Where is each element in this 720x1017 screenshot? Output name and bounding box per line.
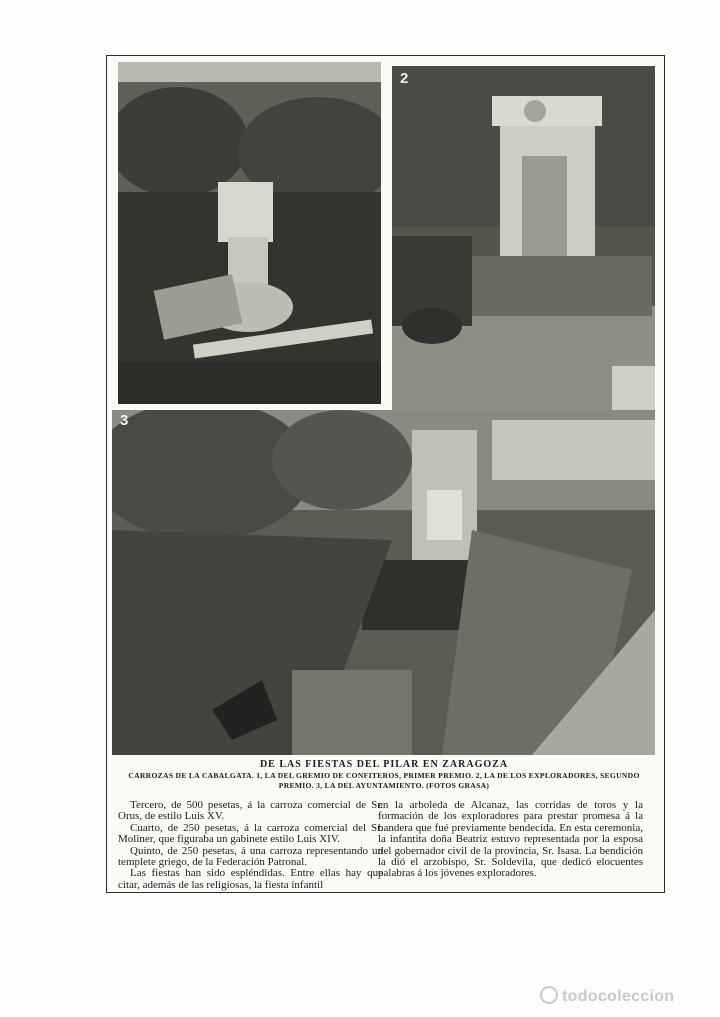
photo-float-exploradores <box>392 66 655 412</box>
photo-3-image <box>112 410 655 755</box>
photo-float-confiteros <box>118 62 381 404</box>
paragraph: en la arboleda de Alcanaz, las corridas de toros y la formación de los exploradores para prestar promesa á la bandera que fué previamente bendecida. En esta ceremonia, la infantita doña Beatriz estuvo representada por la esposa del gobernador civil de la provincia, Sr. Isasa. La bendición la dió el arzobispo, Sr. Soldevila, que dedicó elocuentes palabras á los jóvenes exploradores. <box>378 799 643 880</box>
body-column-right <box>378 800 643 880</box>
photo-float-ayuntamiento <box>112 410 655 755</box>
watermark-text: todocoleccion <box>562 988 675 1005</box>
paragraph: Quinto, de 250 pesetas, á una carroza representando un templete griego, de la Federación Patronal. <box>118 844 383 869</box>
photo-1-image <box>118 62 381 404</box>
caption-text: CARROZAS DE LA CABALGATA. 1, LA DEL GREMIO DE CONFITEROS, PRIMER PREMIO. 2, LA DE LOS EXPLORADORES, SEGUNDO PREMIO. 3, LA DEL AYUNTAMIENTO. (FOTOS GRASA) <box>128 771 640 790</box>
body-column-left <box>118 800 383 891</box>
paragraph: Tercero, de 500 pesetas, á la carroza comercial de Sr. Orus, de estilo Luis XV. <box>118 799 383 823</box>
paragraph: Cuarto, de 250 pesetas, á la carroza comercial del Sr. Moliner, que figuraba un gabinete estilo Luis XIV. <box>118 821 383 846</box>
watermark <box>540 986 674 1006</box>
photo-3-number: 3 <box>120 412 129 429</box>
photo-2-image <box>392 66 655 412</box>
paragraph: Las fiestas han sido espléndidas. Entre ellas hay que citar, además de las religiosas, la fiesta infantil <box>118 867 383 891</box>
watermark-logo-icon <box>540 986 558 1004</box>
caption-title: DE LAS FIESTAS DEL PILAR EN ZARAGOZA <box>259 759 509 770</box>
photo-2-number: 2 <box>400 70 409 87</box>
